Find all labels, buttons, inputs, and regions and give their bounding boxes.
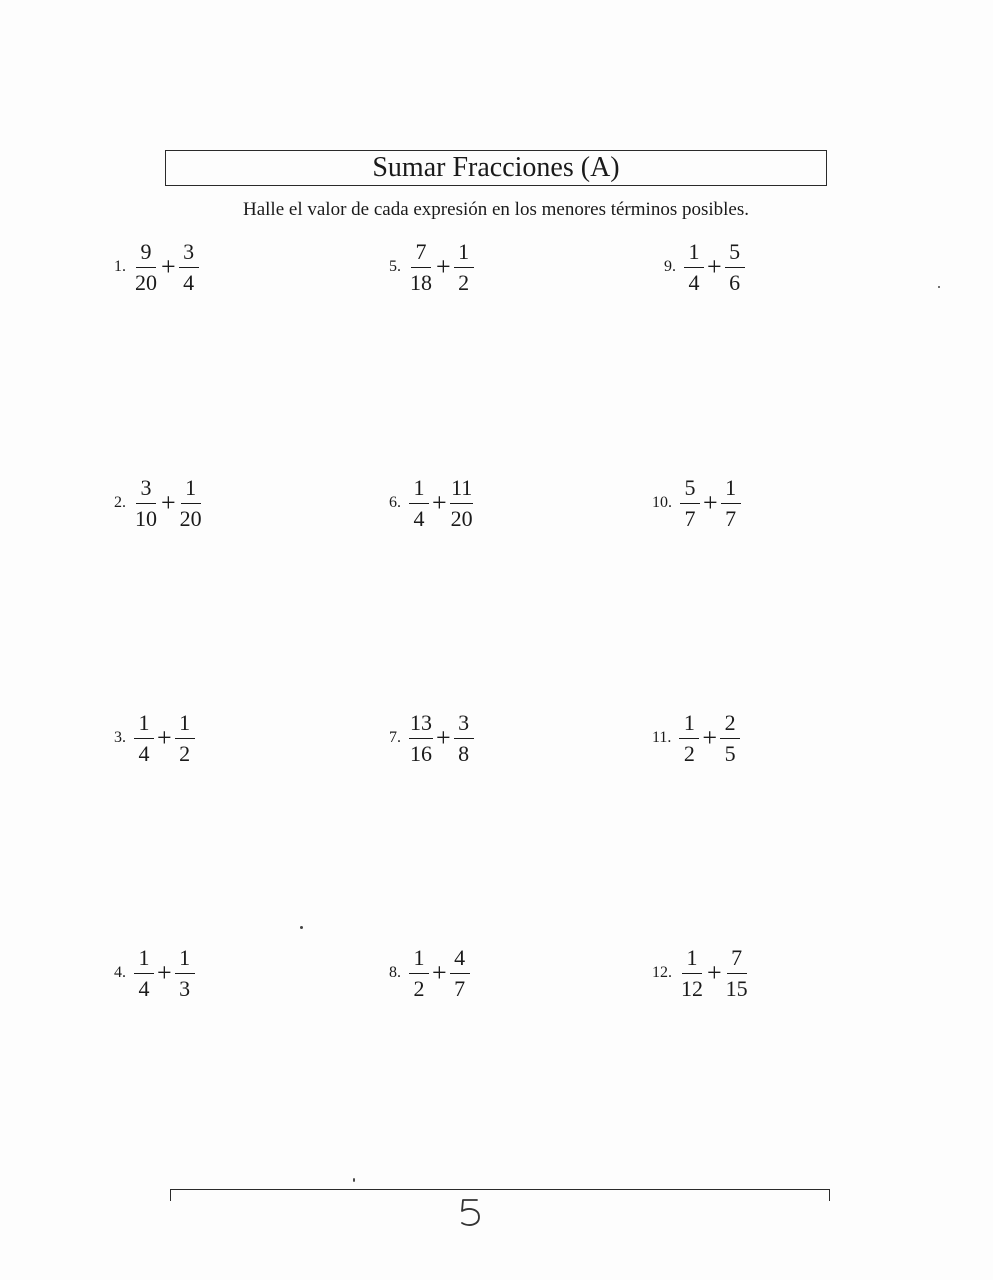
problem-number: 2. [114,494,126,511]
numerator: 7 [727,945,747,974]
denominator: 4 [138,740,150,766]
denominator: 8 [458,740,470,766]
numerator: 5 [725,239,745,268]
fraction-b [721,475,741,532]
problem-number: 11. [652,729,672,746]
denominator: 18 [410,269,432,295]
handwritten-answer [455,1196,495,1230]
problem-5 [385,237,474,297]
problem-number: 3. [114,729,126,746]
plus-operator: + [436,723,451,752]
plus-operator: + [702,723,718,752]
instructions: Halle el valor de cada expresión en los menores términos posibles. [243,199,749,220]
fraction-b [175,945,195,1002]
denominator: 2 [458,269,470,295]
numerator: 3 [179,239,199,268]
numerator: 4 [450,945,470,974]
problem-number: 8. [389,964,401,981]
problem-number: 7. [389,729,401,746]
problem-2 [110,473,203,533]
fraction-b [450,475,474,532]
denominator: 15 [725,975,748,1001]
fraction-b [720,710,740,767]
denominator: 2 [683,740,695,766]
fraction-a [684,239,704,296]
plus-operator: + [432,958,447,987]
denominator: 12 [681,975,703,1001]
problem-7 [385,708,474,768]
denominator: 7 [684,505,696,531]
problem-11 [652,708,740,768]
problem-3 [110,708,195,768]
problem-number: 9. [664,258,676,275]
problem-1 [110,237,199,297]
problem-number: 5. [389,258,401,275]
problem-4 [110,943,195,1003]
fraction-a [409,945,429,1002]
fraction-b [454,239,474,296]
denominator: 6 [729,269,741,295]
numerator: 5 [680,475,700,504]
plus-operator: + [161,488,176,517]
denominator: 20 [450,505,473,531]
numerator: 1 [409,945,429,974]
denominator: 4 [183,269,195,295]
fraction-a [134,239,158,296]
scan-speck [300,926,303,929]
numerator: 1 [134,945,154,974]
fraction-b [175,710,195,767]
numerator: 1 [181,475,201,504]
problem-number: 1. [114,258,126,275]
fraction-a [409,710,433,767]
denominator: 2 [179,740,191,766]
fraction-a [679,710,699,767]
plus-operator: + [432,488,447,517]
numerator: 11 [450,475,473,504]
numerator: 13 [409,710,433,739]
denominator: 4 [138,975,150,1001]
denominator: 7 [725,505,737,531]
numerator: 3 [136,475,156,504]
fraction-b [179,239,199,296]
plus-operator: + [707,252,722,281]
denominator: 3 [179,975,191,1001]
plus-operator: + [703,488,718,517]
fraction-a [680,945,704,1002]
plus-operator: + [707,958,722,987]
plus-operator: + [157,723,172,752]
numerator: 1 [684,239,704,268]
fraction-a [680,475,700,532]
problem-number: 4. [114,964,126,981]
fraction-a [134,710,154,767]
numerator: 1 [454,239,474,268]
denominator: 20 [135,269,157,295]
problem-9 [660,237,745,297]
plus-operator: + [436,252,451,281]
fraction-b [179,475,203,532]
numerator: 1 [721,475,741,504]
fraction-a [134,475,158,532]
denominator: 16 [410,740,432,766]
fraction-b [725,945,749,1002]
plus-operator: + [161,252,176,281]
denominator: 20 [179,505,202,531]
numerator: 7 [411,239,431,268]
numerator: 1 [679,710,699,739]
numerator: 9 [136,239,156,268]
fraction-b [450,945,470,1002]
numerator: 1 [175,710,195,739]
numerator: 3 [454,710,474,739]
numerator: 2 [720,710,740,739]
worksheet-title: Sumar Fracciones (A) [165,150,827,186]
problem-10 [652,473,741,533]
answer-line [170,1189,830,1201]
denominator: 2 [413,975,425,1001]
plus-operator: + [157,958,172,987]
denominator: 5 [724,740,736,766]
scan-speck [353,1178,355,1182]
numerator: 1 [134,710,154,739]
numerator: 1 [682,945,702,974]
denominator: 4 [413,505,425,531]
scan-speck [938,286,940,288]
fraction-b [454,710,474,767]
problem-6 [385,473,474,533]
problem-12 [652,943,749,1003]
denominator: 7 [454,975,466,1001]
problem-number: 6. [389,494,401,511]
numerator: 1 [409,475,429,504]
fraction-a [409,239,433,296]
fraction-a [134,945,154,1002]
problem-number: 10. [652,494,672,511]
problem-number: 12. [652,964,672,981]
fraction-a [409,475,429,532]
denominator: 4 [688,269,700,295]
problem-8 [385,943,470,1003]
fraction-b [725,239,745,296]
denominator: 10 [135,505,157,531]
numerator: 1 [175,945,195,974]
